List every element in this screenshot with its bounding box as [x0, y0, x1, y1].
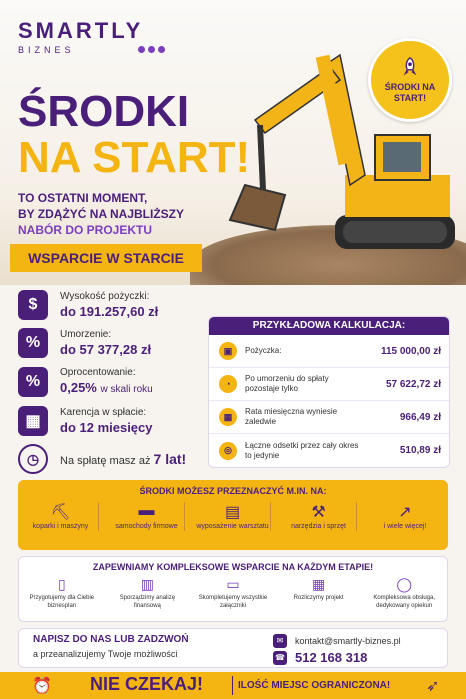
alarm-clock-icon: ⏰: [32, 678, 52, 695]
use-label: samochody firmowe: [115, 523, 178, 530]
loan-term: [18, 444, 198, 474]
loan-details: [18, 290, 198, 482]
footer-sub: ILOŚĆ MIEJSC OGRANICZONA!: [238, 680, 391, 691]
forgive-value: do 57 377,28 zł: [60, 342, 152, 357]
rocket-icon: [399, 56, 421, 78]
loan-amount: [18, 290, 198, 320]
example-calculation: [208, 316, 450, 468]
mail-icon: ✉: [273, 634, 287, 648]
folder-icon: ▭: [226, 576, 240, 592]
calc-value: 510,89 zł: [399, 445, 441, 456]
phone-icon: ☎: [273, 651, 287, 665]
brand-name: SMARTLY: [18, 18, 144, 43]
calendar-icon: ▦: [18, 406, 48, 436]
footer-separator: [232, 676, 233, 695]
grace-label: Karencja w spłacie:: [60, 407, 147, 418]
forgive-label: Umorzenie:: [60, 329, 112, 340]
grace-value: do 12 miesięcy: [60, 420, 153, 435]
support-label: Sporządzimy analizę finansową: [119, 595, 176, 609]
support-label: Rozliczymy projekt: [293, 595, 344, 601]
loan-amount-label: Wysokość pożyczki:: [60, 291, 150, 302]
calc-value: 966,49 zł: [399, 411, 441, 423]
start-badge: [368, 38, 452, 122]
loan-forgiveness: [18, 328, 198, 358]
hero-sub-3: NABÓR DO PROJEKTU: [18, 223, 153, 237]
support-label: Skompletujemy wszystkie załączniki: [198, 595, 268, 609]
coins-icon: ◎: [219, 442, 237, 460]
support-label: Kompleksowa obsługa, dedykowany opiekun: [373, 595, 436, 609]
use-item: [23, 502, 99, 531]
calc-label: Rata miesięczna wyniesie zaledwie: [245, 407, 338, 426]
use-label: i wiele więcej!: [383, 523, 427, 530]
calc-label: Łączne odsetki przez cały okres to jedynie: [245, 440, 359, 460]
rocket-icon: ➶: [426, 678, 440, 695]
contact-sub: a przeanalizujemy Twoje możliwości: [33, 649, 178, 659]
title-line-1: ŚRODKI: [18, 87, 190, 136]
use-item: [367, 502, 443, 531]
calculator-icon: ▦: [311, 576, 326, 592]
excavator-icon: ⛏: [50, 504, 71, 521]
contact-phone[interactable]: 512 168 318: [295, 650, 368, 665]
percent-icon: %: [18, 367, 48, 397]
calc-row: [209, 335, 449, 368]
calc-row: [209, 368, 449, 401]
document-icon: ▯: [57, 576, 66, 592]
calendar-icon: ▦: [219, 408, 237, 426]
term-text: Na spłatę masz aż: [60, 455, 151, 467]
contact-heading: NAPISZ DO NAS LUB ZADZWOŃ: [33, 634, 189, 645]
footer-main: NIE CZEKAJ!: [90, 674, 204, 694]
rate-value: 0,25%: [60, 380, 97, 395]
use-label: narzędzia i sprzęt: [291, 523, 346, 530]
pie-chart-icon: ◔: [219, 375, 237, 393]
calc-title: PRZYKŁADOWA KALKULACJA:: [209, 317, 449, 335]
person-icon: ◯: [396, 576, 412, 592]
use-item: [195, 502, 271, 531]
footer-bar: [0, 672, 466, 699]
calc-label: Pożyczka:: [245, 346, 282, 355]
money-bag-icon: $: [18, 290, 48, 320]
support-item: [107, 576, 187, 610]
loan-grace: [18, 406, 198, 436]
calc-value: 115 000,00 zł: [380, 345, 441, 357]
logo-dots: [138, 46, 165, 53]
toolbox-icon: ▤: [224, 504, 241, 521]
rate-suffix: w skali roku: [100, 384, 153, 395]
support-title: ZAPEWNIAMY KOMPLEKSOWE WSPARCIE NA KAŻDYM ETAPIE!: [92, 562, 374, 572]
support-item: [22, 576, 102, 610]
hero-section: [0, 0, 466, 285]
hero-sub-1: TO OSTATNI MOMENT,: [18, 191, 148, 205]
growth-chart-icon: ↗: [398, 504, 412, 521]
use-item: [281, 502, 357, 531]
loan-rate: [18, 366, 198, 398]
calc-row: [209, 401, 449, 434]
hero-sub-2: BY ZDĄŻYĆ NA NAJBLIŻSZY: [18, 207, 185, 221]
calc-value: 57 622,72 zł: [385, 378, 441, 390]
chart-document-icon: ▥: [140, 576, 154, 592]
drill-icon: ⚒: [311, 504, 326, 521]
brand-logo: [18, 18, 143, 55]
support-section: [18, 556, 448, 622]
contact-email[interactable]: kontakt@smartly-biznes.pl: [295, 635, 401, 646]
title-line-2: NA START!: [18, 133, 251, 182]
calc-row: [209, 434, 449, 467]
uses-title: ŚRODKI MOŻESZ PRZEZNACZYĆ M.IN. NA:: [139, 486, 327, 496]
clock-icon: ◷: [18, 444, 48, 474]
project-ribbon: WSPARCIE W STARCIE: [10, 244, 202, 272]
rate-label: Oprocentowanie:: [60, 367, 136, 378]
percent-icon: %: [18, 328, 48, 358]
fund-uses: [18, 480, 448, 550]
brand-sub: BIZNES: [18, 45, 75, 55]
use-label: wyposażenie warsztatu: [196, 523, 269, 530]
loan-amount-value: do 191.257,60 zł: [60, 304, 159, 319]
support-label: Przygotujemy dla Ciebie biznesplan: [29, 595, 95, 609]
hero-subtitle: [18, 190, 218, 238]
contact-section: [18, 628, 448, 668]
use-label: koparki i maszyny: [32, 523, 89, 530]
term-value: 7 lat!: [153, 451, 187, 467]
support-item: [193, 576, 273, 610]
badge-text: ŚRODKI NA START!: [384, 82, 436, 103]
support-item: [364, 576, 444, 610]
support-item: [279, 576, 359, 610]
wallet-icon: ▣: [219, 342, 237, 360]
van-icon: ▬: [138, 502, 155, 519]
use-item: [109, 502, 185, 531]
calc-label: Po umorzeniu do spłaty pozostaje tylko: [245, 374, 329, 393]
